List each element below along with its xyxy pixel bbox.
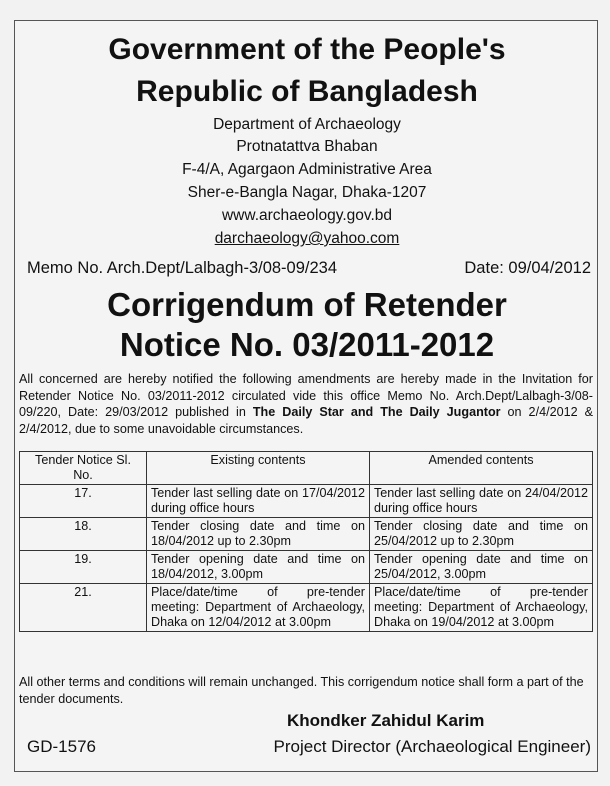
row-existing: Tender opening date and time on 18/04/2012, 3.00pm [147, 551, 370, 584]
table-row [20, 485, 593, 518]
address-line-2: Sher-e-Bangla Nagar, Dhaka-1207 [187, 184, 427, 201]
signer-designation: Project Director (Archaeological Engineer) [273, 737, 591, 756]
intro-paragraph [19, 371, 593, 437]
table-row [20, 518, 593, 551]
row-amended: Tender closing date and time on 25/04/2012 up to 2.30pm [370, 518, 593, 551]
row-sl: 17. [20, 485, 147, 518]
address-line-1: F-4/A, Agargaon Administrative Area [182, 161, 432, 178]
newspaper-names: The Daily Star and The Daily Jugantor [252, 405, 501, 419]
row-sl: 18. [20, 518, 147, 551]
intro-text-1: All concerned are hereby notified the following amendments are hereby made in the Invitation for Retender Notice No. 03/2011-2012 circulated vide this office Memo No. Arch.Dept/Lalbagh-3/08-09/220, Date: 29/03/2012 published in [19, 372, 593, 419]
row-amended: Place/date/time of pre-tender meeting: Department of Archaeology, Dhaka on 19/04/2012 at 3.00pm [370, 584, 593, 632]
row-existing: Tender closing date and time on 18/04/2012 up to 2.30pm [147, 518, 370, 551]
row-sl: 19. [20, 551, 147, 584]
footer-note: All other terms and conditions will remain unchanged. This corrigendum notice shall form a part of the tender documents. [19, 675, 584, 706]
intro-text-2: on 2/4/2012 & 2/4/2012, due to some unavoidable circumstances. [19, 405, 593, 436]
email-link[interactable]: darchaeology@yahoo.com [214, 230, 400, 247]
website: www.archaeology.gov.bd [221, 207, 393, 224]
table-row [20, 584, 593, 632]
signer-name: Khondker Zahidul Karim [287, 711, 485, 730]
amendments-table [19, 451, 593, 632]
memo-number: Memo No. Arch.Dept/Lalbagh-3/08-09/234 [27, 259, 338, 277]
memo-date: Date: 09/04/2012 [464, 259, 591, 277]
title-line-1: Government of the People's [108, 33, 506, 66]
row-existing: Place/date/time of pre-tender meeting: Department of Archaeology, Dhaka on 12/04/2012 at 3.00pm [147, 584, 370, 632]
building-name: Protnatattva Bhaban [236, 138, 378, 155]
gd-number: GD-1576 [27, 737, 96, 756]
row-sl: 21. [20, 584, 147, 632]
department-name: Department of Archaeology [213, 116, 401, 133]
col-header-amended: Amended contents [370, 452, 593, 485]
row-amended: Tender opening date and time on 25/04/2012, 3.00pm [370, 551, 593, 584]
col-header-existing: Existing contents [147, 452, 370, 485]
col-header-sl: Tender Notice Sl. No. [20, 452, 147, 485]
row-amended: Tender last selling date on 24/04/2012 during office hours [370, 485, 593, 518]
heading-line-2: Notice No. 03/2011-2012 [119, 326, 495, 363]
heading-line-1: Corrigendum of Retender [107, 286, 507, 323]
row-existing: Tender last selling date on 17/04/2012 during office hours [147, 485, 370, 518]
table-row [20, 551, 593, 584]
title-line-2: Republic of Bangladesh [136, 75, 478, 108]
notice-page [14, 20, 598, 772]
email-row [15, 229, 599, 249]
